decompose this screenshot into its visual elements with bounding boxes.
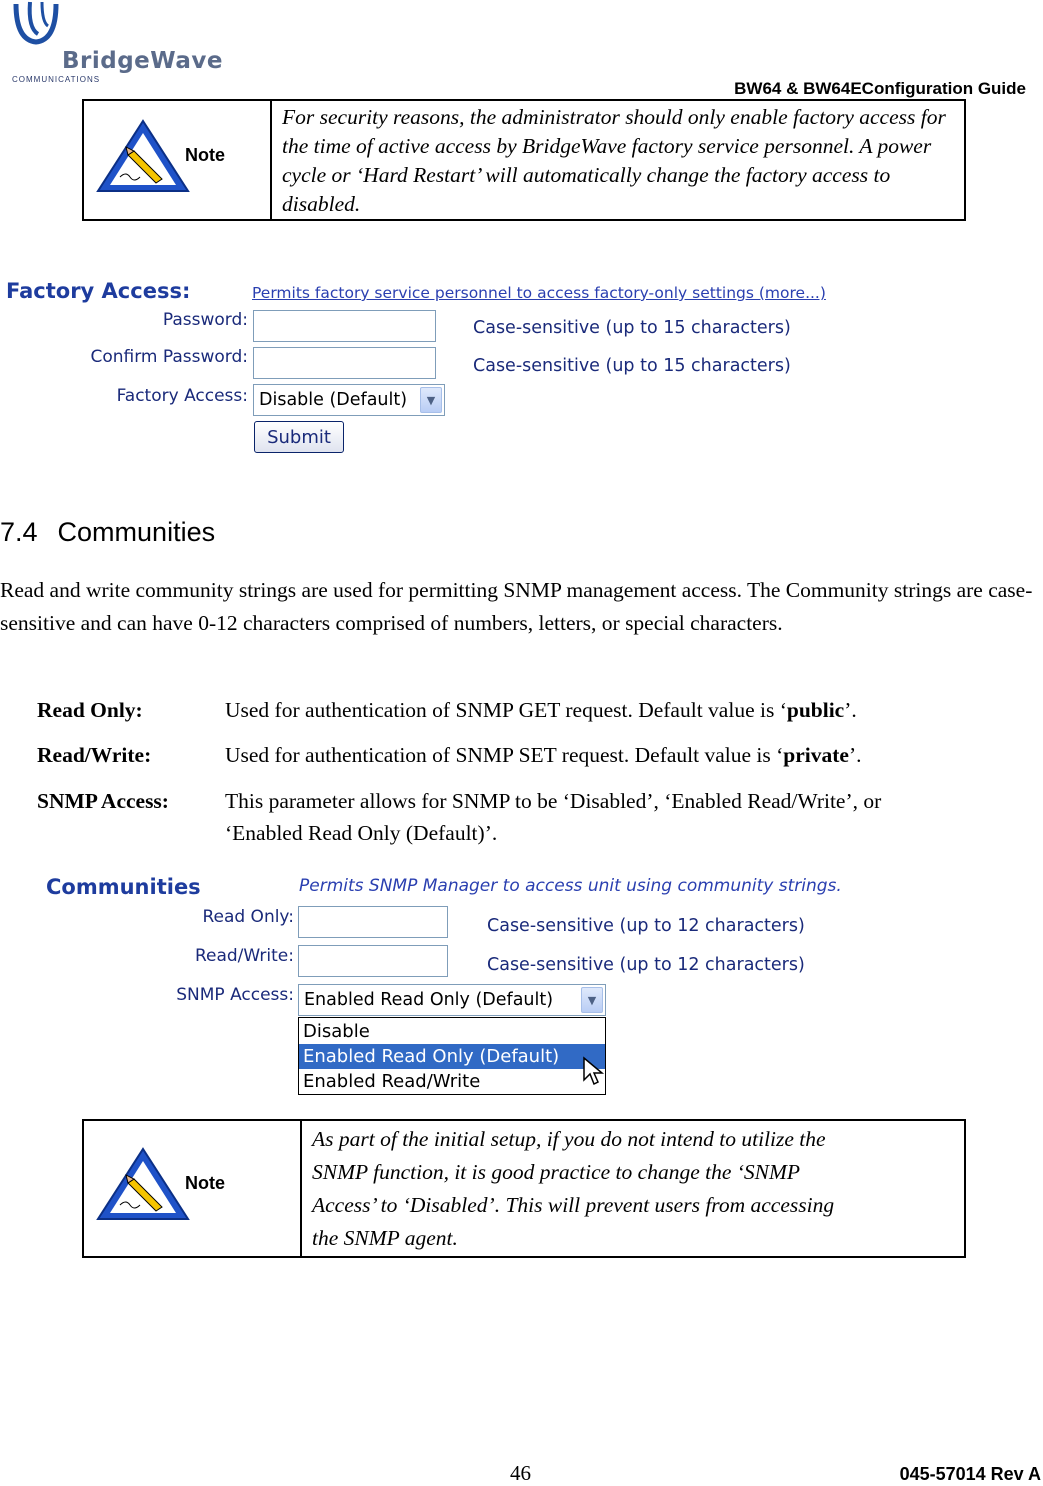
bridgewave-logo-icon bbox=[12, 0, 60, 48]
note-label: Note bbox=[185, 145, 225, 165]
read-write-hint: Case-sensitive (up to 12 characters) bbox=[487, 955, 805, 975]
confirm-password-hint: Case-sensitive (up to 15 characters) bbox=[473, 356, 791, 376]
def-desc-text: Used for authentication of SNMP SET request. Default value is ‘ bbox=[225, 743, 784, 767]
def-desc-end: ’. bbox=[848, 743, 862, 767]
factory-access-select[interactable] bbox=[253, 384, 445, 416]
submit-button[interactable]: Submit bbox=[254, 421, 344, 453]
mouse-cursor-icon bbox=[582, 1056, 606, 1086]
factory-access-label: Factory Access: bbox=[116, 386, 248, 406]
section-paragraph: Read and write community strings are used for permitting SNMP management access. The Community strings are case-sensitive and can have 0-12 characters comprised of numbers, letters, or special characters. bbox=[0, 578, 1033, 635]
def-desc-end: ’. bbox=[844, 698, 857, 722]
note-line: As part of the initial setup, if you do not intend to utilize the bbox=[312, 1127, 826, 1151]
def-desc-bold: private bbox=[783, 743, 849, 767]
def-desc-snmp-access bbox=[225, 785, 881, 849]
read-only-input[interactable] bbox=[298, 906, 448, 938]
snmp-access-select[interactable] bbox=[298, 984, 606, 1016]
note-label: Note bbox=[185, 1173, 225, 1193]
def-term-read-write: Read/Write: bbox=[37, 743, 152, 767]
factory-access-value: Disable (Default) bbox=[259, 390, 408, 410]
security-note bbox=[82, 99, 966, 221]
read-only-label: Read Only: bbox=[202, 907, 294, 927]
section-heading bbox=[0, 517, 215, 548]
snmp-access-label: SNMP Access: bbox=[176, 985, 294, 1005]
note-line: Access’ to ‘Disabled’. This will prevent users from accessing bbox=[312, 1193, 835, 1217]
chevron-down-icon[interactable]: ▼ bbox=[420, 387, 442, 413]
dropdown-option-enabled-read-only[interactable]: Enabled Read Only (Default) bbox=[299, 1044, 605, 1069]
def-desc-line: ‘Enabled Read Only (Default)’. bbox=[225, 821, 498, 845]
factory-access-more-link[interactable]: Permits factory service personnel to access factory-only settings (more...) bbox=[252, 284, 826, 302]
note-text bbox=[302, 1121, 964, 1256]
communities-description: Permits SNMP Manager to access unit using community strings. bbox=[299, 876, 842, 896]
def-desc-read-only bbox=[225, 694, 857, 726]
note-icon-cell bbox=[84, 1121, 302, 1256]
read-write-input[interactable] bbox=[298, 945, 448, 977]
logo-subtitle: COMMUNICATIONS bbox=[12, 75, 101, 84]
def-desc-line: This parameter allows for SNMP to be ‘Disabled’, ‘Enabled Read/Write’, or bbox=[225, 789, 882, 813]
dropdown-option-disable[interactable]: Disable bbox=[303, 1021, 370, 1042]
password-label: Password: bbox=[162, 310, 248, 330]
note-line: the SNMP agent. bbox=[312, 1226, 458, 1250]
section-title: Communities bbox=[57, 517, 216, 547]
read-only-hint: Case-sensitive (up to 12 characters) bbox=[487, 916, 805, 936]
page-number: 46 bbox=[510, 1461, 531, 1485]
logo-name: BridgeWave bbox=[62, 48, 223, 74]
note-pencil-icon bbox=[96, 119, 190, 195]
chevron-down-icon[interactable]: ▼ bbox=[581, 987, 603, 1013]
def-desc-bold: public bbox=[786, 698, 845, 722]
password-input[interactable] bbox=[253, 310, 436, 342]
note-line: SNMP function, it is good practice to change the ‘SNMP bbox=[312, 1160, 801, 1184]
def-term-read-only: Read Only: bbox=[37, 698, 143, 722]
read-write-label: Read/Write: bbox=[194, 946, 294, 966]
password-hint: Case-sensitive (up to 15 characters) bbox=[473, 318, 791, 338]
document-number: 045-57014 Rev A bbox=[899, 1464, 1041, 1484]
factory-access-screenshot bbox=[0, 270, 860, 460]
communities-title: Communities bbox=[46, 875, 201, 899]
dropdown-option-enabled-read-write[interactable]: Enabled Read/Write bbox=[303, 1071, 481, 1092]
snmp-note bbox=[82, 1119, 966, 1258]
def-desc-read-write bbox=[225, 739, 862, 771]
snmp-access-dropdown-list bbox=[298, 1017, 606, 1095]
note-pencil-icon bbox=[96, 1147, 190, 1223]
note-icon-cell bbox=[84, 101, 272, 219]
factory-access-title: Factory Access: bbox=[6, 279, 191, 303]
confirm-password-label: Confirm Password: bbox=[90, 347, 248, 367]
def-desc-text: Used for authentication of SNMP GET request. Default value is ‘ bbox=[225, 698, 787, 722]
document-title: BW64 & BW64EConfiguration Guide bbox=[734, 79, 1026, 98]
note-text: For security reasons, the administrator should only enable factory access for the time of active access by BridgeWave factory service personnel. A power cycle or ‘Hard Restart’ will automatically change the factory access to disabled. bbox=[282, 105, 946, 216]
communities-screenshot bbox=[40, 866, 900, 1098]
section-number: 7.4 bbox=[0, 517, 38, 547]
confirm-password-input[interactable] bbox=[253, 347, 436, 379]
snmp-access-value: Enabled Read Only (Default) bbox=[304, 990, 554, 1010]
def-term-snmp-access: SNMP Access: bbox=[37, 789, 169, 813]
